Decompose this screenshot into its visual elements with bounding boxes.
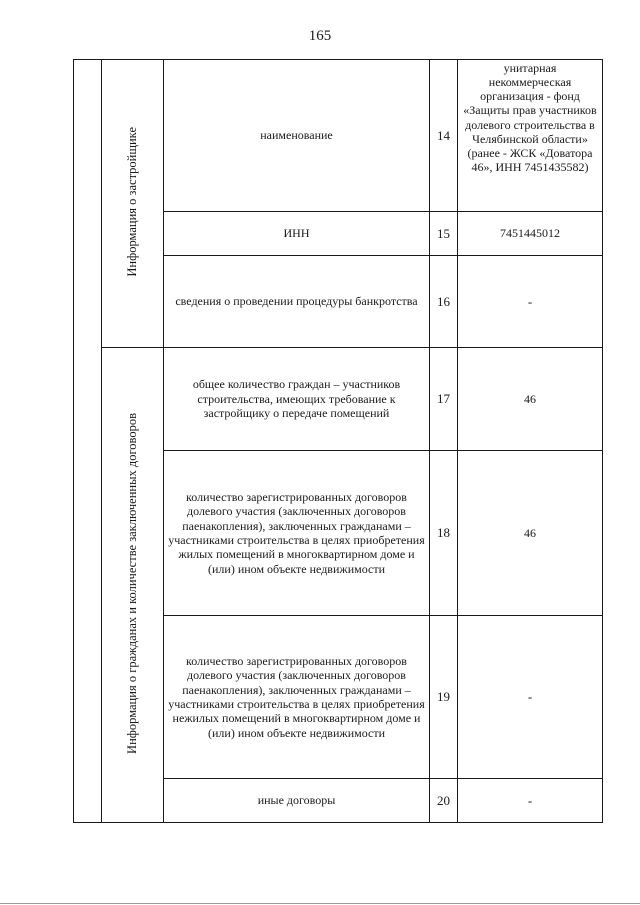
row-value-residential-contracts: 46 <box>458 451 603 616</box>
row-number-20: 20 <box>430 779 458 823</box>
table-row <box>74 60 603 212</box>
row-number-15: 15 <box>430 212 458 256</box>
row-number-14: 14 <box>430 60 458 212</box>
section-header-citizens <box>102 348 164 823</box>
row-number-17: 17 <box>430 348 458 451</box>
row-label-nonresidential-contracts: количество зарегистрированных договоров долевого участия (заключенных договоров паенакопления), заключенных гражданами – участниками строительства в целях приобретения нежилых помещений в многоквартирном доме и (или) ином объекте недвижимости <box>164 616 430 779</box>
row-label-bankruptcy: сведения о проведении процедуры банкротства <box>164 256 430 348</box>
row-value-nonresidential-contracts: - <box>458 616 603 779</box>
developer-info-table <box>73 59 603 823</box>
scan-edge-line <box>0 903 640 904</box>
row-value-bankruptcy: - <box>458 256 603 348</box>
table-row <box>74 348 603 451</box>
section-title-citizens: Информация о гражданах и количестве заключенных договоров <box>125 412 139 754</box>
row-label-citizens-total: общее количество граждан – участников строительства, имеющих требование к застройщику о передаче помещений <box>164 348 430 451</box>
page-number: 165 <box>308 28 332 44</box>
section-title-developer: Информация о застройщике <box>125 127 139 277</box>
row-number-16: 16 <box>430 256 458 348</box>
section-header-developer <box>102 60 164 348</box>
row-value-other-contracts: - <box>458 779 603 823</box>
row-value-name: унитарная некоммерческая организация - фонд «Защиты прав участников долевого строительства в Челябинской области» (ранее - ЖСК «Доватора 46», ИНН 7451435582) <box>458 60 603 212</box>
row-value-inn: 7451445012 <box>458 212 603 256</box>
row-label-other-contracts: иные договоры <box>164 779 430 823</box>
row-label-inn: ИНН <box>164 212 430 256</box>
row-number-18: 18 <box>430 451 458 616</box>
row-label-name: наименование <box>164 60 430 212</box>
blank-margin-column <box>74 60 102 823</box>
row-label-residential-contracts: количество зарегистрированных договоров долевого участия (заключенных договоров паенакопления), заключенных гражданами – участниками строительства в целях приобретения жилых помещений в многоквартирном доме и (или) ином объекте недвижимости <box>164 451 430 616</box>
row-value-citizens-total: 46 <box>458 348 603 451</box>
row-number-19: 19 <box>430 616 458 779</box>
